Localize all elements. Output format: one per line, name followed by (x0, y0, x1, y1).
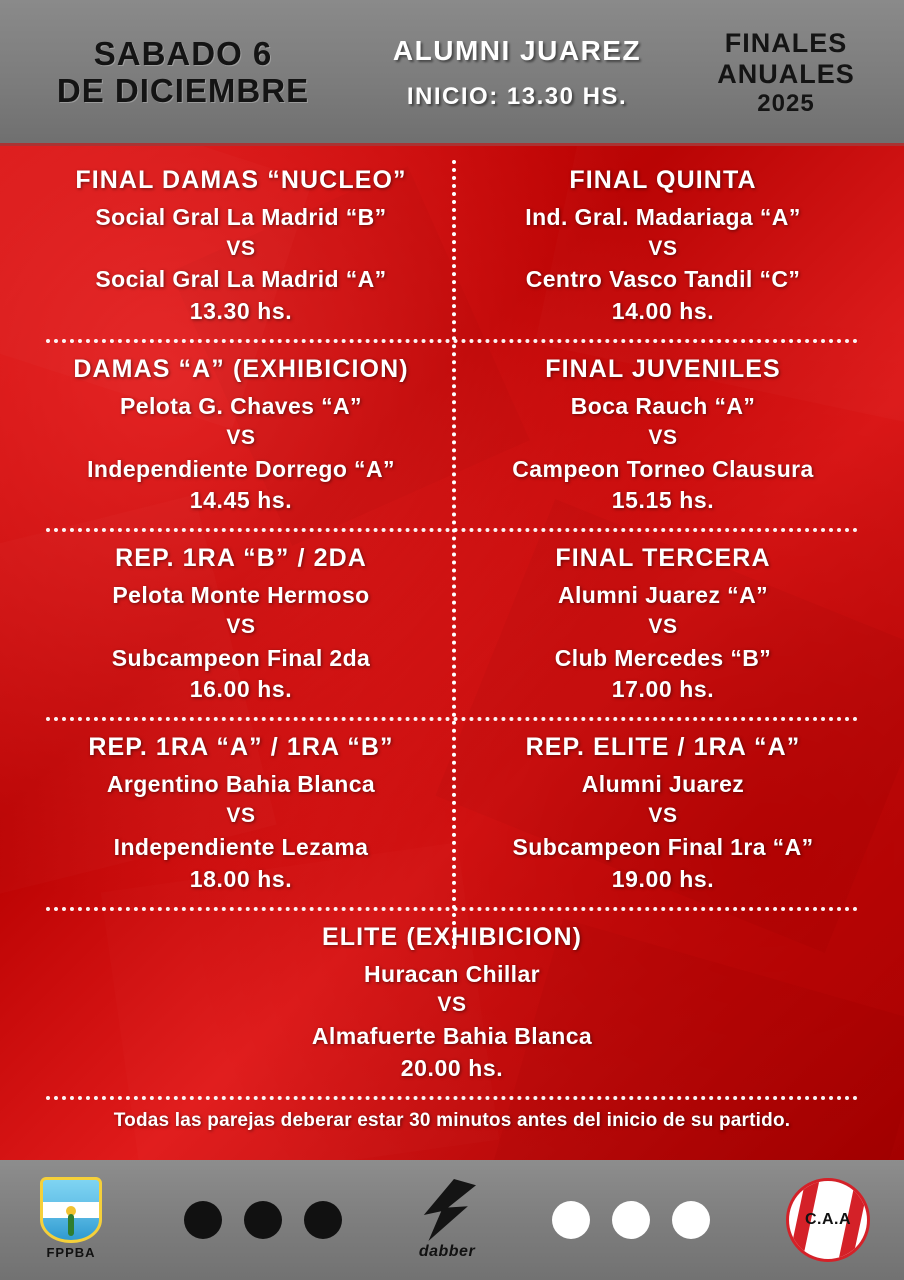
match-team-2: Campeon Torneo Clausura (512, 455, 814, 482)
shield-icon (40, 1177, 102, 1243)
match-team-2: Social Gral La Madrid “A” (95, 266, 387, 293)
match-title: REP. 1RA “A” / 1RA “B” (88, 733, 394, 762)
match-time: 19.00 hs. (611, 865, 715, 892)
match-vs: VS (648, 236, 678, 260)
dabber-brand-logo (418, 1179, 476, 1261)
match-vs: VS (226, 614, 256, 638)
footnote-text: Todas las parejas deberar estar 30 minutos antes del inicio de su partido. (113, 1109, 791, 1131)
match-team-1: Social Gral La Madrid “B” (95, 204, 387, 230)
poster-footer (0, 1160, 904, 1280)
match-team-1: Boca Rauch “A” (570, 393, 756, 420)
match-title: DAMAS “A” (EXHIBICION) (73, 355, 409, 384)
ball-icon (184, 1201, 222, 1239)
match-vs: VS (648, 614, 678, 638)
match-team-1: Alumni Juarez (581, 771, 745, 798)
match-card (452, 723, 874, 904)
match-card (452, 534, 874, 715)
date-block (18, 36, 348, 110)
date-line-1: SABADO 6 (93, 35, 273, 73)
match-team-1: Pelota G. Chaves “A” (120, 393, 362, 420)
match-card (452, 156, 874, 337)
row-separator (46, 1096, 858, 1100)
match-time: 14.00 hs. (611, 298, 715, 325)
ball-white-icon (552, 1201, 590, 1239)
event-line-1: FINALES (724, 28, 848, 59)
match-title: REP. 1RA “B” / 2DA (115, 544, 367, 573)
poster-header (0, 0, 904, 146)
fppba-label: FPPBA (46, 1245, 96, 1260)
match-time: 15.15 hs. (611, 487, 715, 514)
match-card (30, 723, 452, 904)
ball-white-icon (672, 1201, 710, 1239)
match-vs: VS (226, 425, 256, 449)
caa-label: C.A.A (804, 1211, 852, 1228)
dabber-label: dabber (418, 1243, 476, 1260)
match-title: FINAL QUINTA (569, 166, 757, 194)
match-card (30, 345, 452, 526)
club-name: ALUMNI JUAREZ (392, 35, 642, 66)
match-title: FINAL JUVENILES (545, 355, 781, 384)
fppba-shield-logo (34, 1177, 108, 1263)
match-card (30, 156, 452, 337)
match-team-1: Ind. Gral. Madariaga “A” (525, 204, 801, 230)
match-vs: VS (437, 993, 467, 1017)
match-title: FINAL DAMAS “NUCLEO” (75, 166, 407, 194)
match-team-2: Almafuerte Bahia Blanca (311, 1022, 593, 1049)
match-title: ELITE (EXHIBICION) (321, 922, 583, 951)
column-divider (452, 160, 456, 950)
match-board (0, 146, 904, 1160)
match-team-1: Pelota Monte Hermoso (112, 582, 370, 609)
match-team-2: Centro Vasco Tandil “C” (525, 266, 801, 293)
start-time: INICIO: 13.30 HS. (406, 83, 628, 110)
match-vs: VS (226, 804, 256, 828)
match-team-2: Independiente Lezama (113, 833, 369, 860)
match-time: 13.30 hs. (189, 298, 293, 325)
match-card (452, 345, 874, 526)
match-team-1: Alumni Juarez “A” (557, 582, 768, 609)
event-line-2: ANUALES (717, 59, 855, 90)
match-card (30, 534, 452, 715)
date-line-2: DE DICIEMBRE (56, 72, 310, 109)
venue-block (348, 35, 686, 111)
caa-crest-logo (786, 1178, 870, 1262)
ball-icon (244, 1201, 282, 1239)
match-team-2: Club Mercedes “B” (554, 644, 772, 671)
match-team-1: Argentino Bahia Blanca (106, 771, 376, 798)
match-time: 20.00 hs. (400, 1054, 504, 1081)
match-time: 17.00 hs. (611, 676, 715, 703)
match-team-2: Subcampeon Final 2da (111, 644, 371, 671)
match-vs: VS (648, 804, 678, 828)
event-title-block (686, 28, 886, 118)
match-vs: VS (648, 425, 678, 449)
ball-icon (304, 1201, 342, 1239)
dabber-swoosh-icon (418, 1179, 476, 1241)
match-vs: VS (226, 236, 256, 260)
event-year: 2025 (757, 90, 815, 118)
ball-icons-right (552, 1201, 710, 1239)
ball-icons-left (184, 1201, 342, 1239)
match-title: FINAL TERCERA (555, 544, 771, 573)
match-title: REP. ELITE / 1RA “A” (525, 733, 801, 762)
ball-white-icon (612, 1201, 650, 1239)
match-team-1: Huracan Chillar (364, 960, 540, 987)
match-team-2: Independiente Dorrego “A” (87, 455, 395, 482)
match-time: 16.00 hs. (189, 676, 293, 703)
match-time: 14.45 hs. (189, 487, 293, 514)
match-team-2: Subcampeon Final 1ra “A” (512, 833, 814, 860)
match-time: 18.00 hs. (189, 865, 293, 892)
